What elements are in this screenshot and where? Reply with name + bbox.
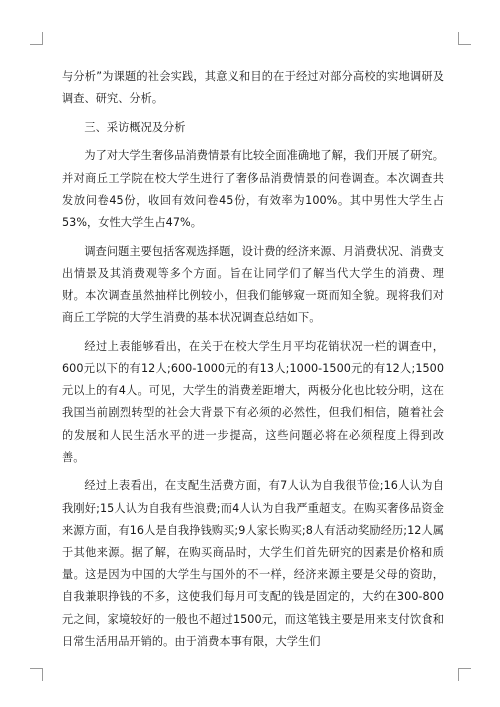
document-body: [62, 66, 444, 659]
crop-mark-bottom-right: [458, 668, 471, 681]
crop-mark-top-right: [458, 32, 471, 45]
crop-mark-top-left: [30, 32, 43, 45]
paragraph-continuation: 与分析”为课题的社会实践，其意义和目的在于经过对部分高校的实地调研及调查、研究、分析。: [62, 70, 444, 106]
paragraph-monthly-spending: 经过上表能够看出，在关于在校大学生月平均花销状况一栏的调查中，600元以下的有12人;600-1000元的有13人;1000-1500元的有12人;1500元以上的有4人。可见，大学生的消费差距增大，两极分化也比较分明，这在我国当前剧烈转型的社会大背景下有必须的必然性，但我们相信，随着社会的发展和人民生活水平的进一步提高，这些问题必将在必须程度上得到改善。: [62, 339, 444, 464]
crop-mark-bottom-left: [30, 668, 43, 681]
paragraph-living-expenses: 经过上表看出，在支配生活费方面，有7人认为自我很节俭;16人认为自我刚好;15人认为自我有些浪费;而4人认为自我严重超支。在购买奢侈品资金来源方面，有16人是自我挣钱购买;9人家长购买;8人有活动奖励经历;12人属于其他来源。据了解，在购买商品时，大学生们首先研究的因素是价格和质量。这是因为中国的大学生与国外的不一样，经济来源主要是父母的资助，自我兼职挣钱的不多，这使我们每月可支配的钱是固定的，大约在300-800元之间，家境较好的一般也不超过1500元，而这笔钱主要是用来支付饮食和日常生活用品开销的。由于消费本事有限，大学生们: [62, 479, 444, 648]
paragraph-survey-overview: 为了对大学生奢侈品消费情景有比较全面准确地了解，我们开展了研究。并对商丘工学院在校大学生进行了奢侈品消费情景的问卷调查。本次调查共发放问卷45份，收回有效问卷45份，有效率为100%。其中男性大学生占53%，女性大学生占47%。: [62, 149, 444, 229]
section-heading: 三、采访概况及分析: [84, 120, 186, 134]
paragraph-survey-questions: 调查问题主要包括客观选择题，设计费的经济来源、月消费状况、消费支出情景及其消费观等多个方面。旨在让同学们了解当代大学生的消费、理财。本次调查虽然抽样比例较小，但我们能够窥一斑而知全貌。现将我们对商丘工学院的大学生消费的基本状况调查总结如下。: [62, 244, 444, 325]
